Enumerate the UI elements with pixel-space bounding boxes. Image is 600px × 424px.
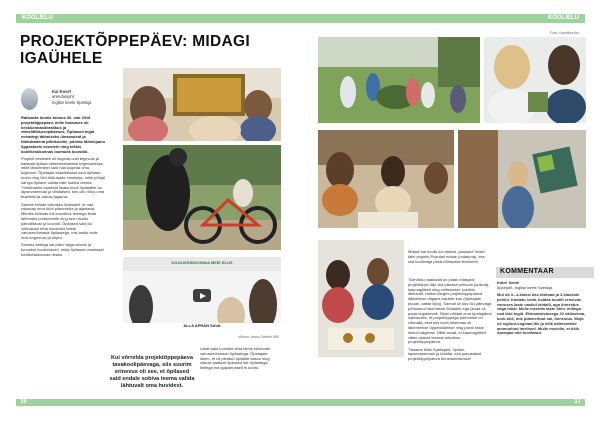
commentary-box [497,281,587,339]
author-name: Kai Koort [52,89,71,94]
pull-quote: Kui võrrelda projektõppepäeva tavakoolipäevaga, siis suurim erinevus oli see, et õpilased said endale sobiva teema valida lähtuvalt oma huvidest. [109,355,195,389]
photo-craft-table [318,130,454,228]
right-column-1 [408,250,486,267]
page-footer [16,399,300,406]
author-role: arendusjuht [52,94,74,100]
page-number: 17 [574,399,581,405]
article-column-2 [200,347,278,373]
photo-bicycle-workshop [123,145,281,250]
author-school: Inglise keele Spetsija [52,99,92,105]
right-page [300,0,600,424]
photo-poster [458,130,586,228]
right-column-2 [408,278,492,390]
article-paragraph: Tulevikku vaatavalt on plaan edaspidi projektõppe läbi viia pikema perioodi (uuleva), kasmagiliselt ning valitsemise koolielu lähtuvalt. Hetkel langes projektõppepäeva läbiviimise vägaes sisulise kuu (õpetajate puude, aasta lõpp). Samuti oli üks lõu päevaga põhinenud teemasse õhtustes ega (kuda oli parta tegutsevalt. Siiski näidati oma õpetajatest valmisolek, et projektõppega (ideemise on võimalik, sest ses kooli tutsemas oli lähenemise õppetöödelise ning panni taste olinud nägema. Oliist arvati, et kasmagiliselt väiks osatud teemat tulevikus projektõppepäeva. [408,278,492,345]
section-label: KOOLIELU [548,15,579,21]
section-band [16,14,300,23]
section-label: KOOLIELU [22,15,53,21]
commentary-heading: KOMMENTAAR [500,268,554,275]
commentary-text: Mul oli 3.–4.klassi üks töötoad ja 3.klasside pehlid. Kaetatu seda, kuidas koolilt erinevas vanuses laste vaskol lohtalli, aga õnnestus väga hästi. Mulle meeldis laste õhin, millega nad töid tegid. Ettevalmistusega 20 väikseima, kurb küll, mis planeeritud sai, õnnestus. Moja oli sigitud-voginad tiik ja kõik kahnerastid ammuohud imelised. Mulle meeldis, et kõik õpetajad olid huvitatud. [497,292,586,336]
play-icon[interactable] [193,289,211,302]
page-footer [300,399,585,406]
article-paragraph: Laste said koostöö teha tiimis erinevate vanuserühmade õpilastega. Õpetajate laiem, et nii piiratud õpilaste kasvu ning oskusi saaksid õpilased ise õpilastega, kellega ma igapäevaselt ei kohtu. [200,346,271,371]
author-byline [52,89,91,105]
commentary-heading-bar [496,267,594,278]
article-title: PROJEKTÕPPEPÄEV: MIDAGI IGAÜHELE [20,33,250,67]
section-band [300,14,585,23]
photo-craft-image [318,130,454,228]
video-caption: Videos: Anne-Grethel Billi [238,335,279,339]
photo-planting-image [484,37,586,123]
photo-beehive-workshop [123,68,281,141]
article-column-1 [21,116,105,396]
commentary-author: Katre Selde [497,280,520,285]
article-paragraph: Samuti eeldati tulevikku õpilastelt, et nad oskavad oma tööd planeerida ja ajastada. Mitmes töötoas tuli koostöös teistega leida lahendus probleemile ning see nõudis paindlikkust ja loovust. Õpilased said ka võimaluse teha koostööd teiste vanuserühmade õpilastega, mis andis neile uusi kogemusi ja sõpru. [21,201,98,241]
article-paragraph: Mõiste sai koolis ka väikest „pusulad“ teiste täiel projekti Pusulad maale (ootatuna), kes olid koolimaja pesä rõõmsasti terviseelt. [408,249,485,264]
photo-poster-image [458,130,586,228]
video-overlay-title: KOOLIKESKKONNA MEIE ELUS [171,260,233,265]
photo-outdoor-group [318,37,480,123]
page-number: 16 [20,399,27,405]
commentary-role: õppejuht, Inglise keele Spetsija [497,284,553,290]
video-overlay-subtitle: ALLA APRAN SAVA [183,323,221,328]
photo-beehive-image [123,68,281,141]
photo-kids-pots [318,240,404,357]
article-paragraph: Projekti eesmärk oli kogeda uusi tegevusi ja kaasata õpilasi mitmekesistesse tegevustesse, mille läbiviimisel said nad kogeda oma tugevusi. Õpetajad kaardistasid oma õpilaste huvid ning lõid töötubade nimekirja, mille põhjal sai iga õpilane valida talle sobiva teema. Töötubades osalesid lisaks kooli õpilastele ka lapsevanemad ja vilistlased, kes olid nõus oma teadmisi ja oskusi jagama. [21,155,105,200]
photo-outdoor-image [318,37,480,123]
photo-bicycle-image [123,145,281,250]
article-lead: Rahamäe koolis toimus 30. mai 2018 projektõppepäev, mille fookuses oli keskkonnasõbralikus ja ettevõtlikkusepäikeses. Õpilased tegid eesmärgi täitmiseks ülesandeid ja töötubadena põhikoolile, pööras tähelepanu õppeainete seostele ning tekkis koolikeskkonnas loomulik koostöö. [21,116,105,154]
photo-planting [484,37,586,123]
article-paragraph: Seoses sellega sai päev väga rahulik ja turvaline kooliolukord, mida õpilased nimetasid koolikeskkonnas heaks. [21,242,104,258]
article-paragraph: Täname kõiki Spetsijaid, õpilasi, lapsevanemaid ja külalisi, kes panustasid projektõppepäeva õnnestumisesse! [408,346,482,362]
author-avatar [21,88,38,110]
photo-kids-image [318,240,404,357]
photo-credit: Foto: Karoliina Alu [550,31,580,35]
